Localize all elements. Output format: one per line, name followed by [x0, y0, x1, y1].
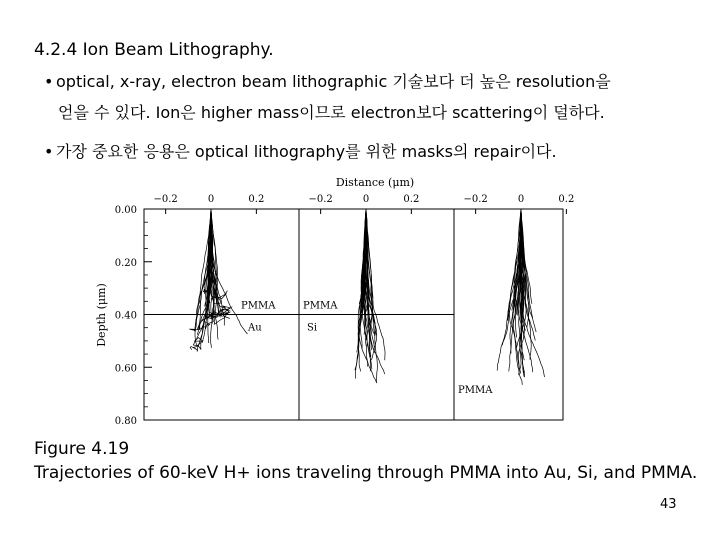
- bullet-marker: •: [44, 72, 54, 91]
- x-tick-label: −0.2: [153, 194, 178, 205]
- figure-caption: [34, 437, 697, 485]
- ion-trajectory: [366, 209, 385, 360]
- bullet-text-line: 얻을 수 있다. Ion은 higher mass이므로 electron보다 scattering이 덜하다.: [58, 103, 605, 122]
- material-label-bottom: Au: [248, 322, 262, 334]
- bullet-item: [44, 70, 611, 125]
- material-label-top: PMMA: [303, 300, 338, 312]
- trajectory-figure: [95, 172, 575, 436]
- x-tick-label: 0.2: [248, 194, 265, 205]
- y-tick-label: 0.60: [114, 363, 137, 375]
- figure-panel: [299, 209, 454, 420]
- bullet-item: [44, 140, 557, 164]
- page-number: 43: [660, 497, 677, 512]
- figure-panel: [454, 209, 563, 420]
- bullet-text-line: optical, x-ray, electron beam lithographic 기술보다 더 높은 resolution을: [56, 72, 611, 91]
- ion-trajectory: [497, 209, 521, 371]
- x-tick-label: 0: [362, 194, 370, 205]
- y-tick-label: 0.80: [114, 416, 137, 427]
- x-tick-label: −0.2: [308, 194, 333, 205]
- material-label-bottom: Si: [307, 322, 318, 334]
- y-tick-label: 0.20: [114, 257, 137, 269]
- figure-caption-label: Figure 4.19: [34, 439, 130, 459]
- x-tick-label: −0.2: [463, 194, 488, 205]
- x-tick-label: 0: [517, 194, 525, 205]
- figure-caption-text: Trajectories of 60-keV H+ ions traveling through PMMA into Au, Si, and PMMA.: [34, 463, 698, 483]
- x-tick-label: 0.2: [403, 194, 420, 205]
- y-tick-label: 0.00: [114, 205, 137, 216]
- bullet-marker: •: [44, 142, 54, 161]
- figure-panel: [144, 209, 299, 420]
- material-label-top: PMMA: [241, 300, 276, 312]
- x-tick-label: 0.2: [558, 194, 575, 205]
- y-axis-title: Depth (μm): [95, 283, 108, 347]
- material-label-top: PMMA: [458, 384, 493, 396]
- section-heading: 4.2.4 Ion Beam Lithography.: [34, 40, 274, 60]
- x-tick-label: 0: [207, 194, 215, 205]
- bullet-text-line: 가장 중요한 응용은 optical lithography를 위한 masks의 repair이다.: [56, 142, 557, 161]
- y-tick-label: 0.40: [114, 310, 137, 322]
- x-axis-title: Distance (μm): [335, 176, 415, 189]
